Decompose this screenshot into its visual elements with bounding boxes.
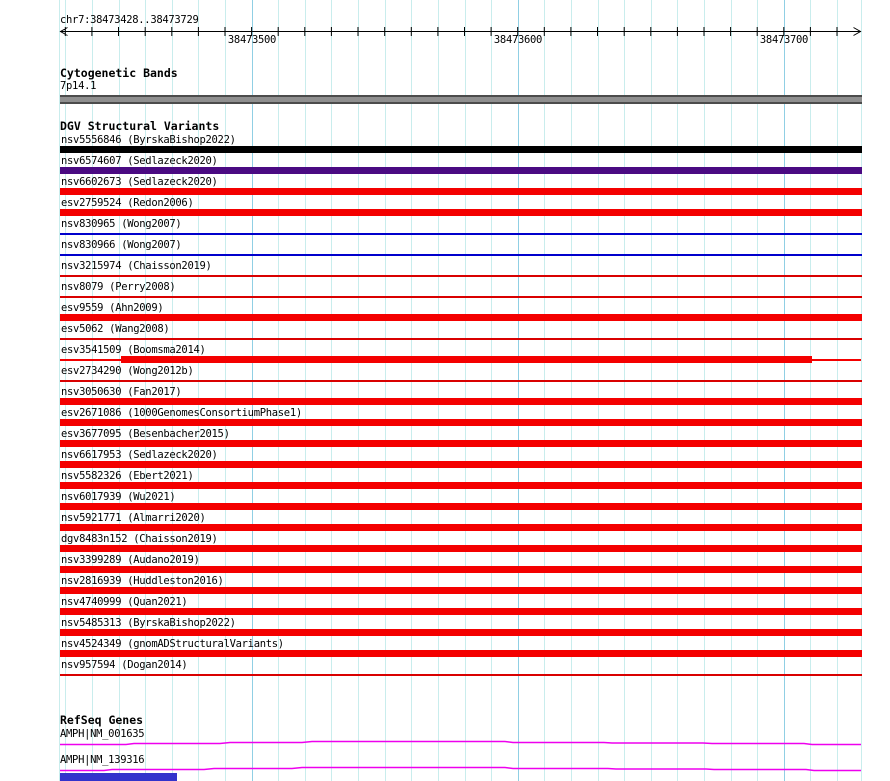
variant-bar[interactable] [60,503,862,510]
variant-row [0,386,890,407]
variant-bar[interactable] [121,356,812,363]
cytoband-label: 7p14.1 [60,80,97,92]
variant-row [0,428,890,449]
variant-row [0,659,890,680]
dgv-section-header: DGV Structural Variants [60,119,220,133]
variant-row [0,575,890,596]
variant-bar[interactable] [60,359,121,361]
gene-label: AMPH|NM_001635 [60,728,145,740]
variant-label: esv5062 (Wang2008) [61,323,170,335]
variant-row [0,323,890,344]
variant-row [0,491,890,512]
variant-label: nsv6617953 (Sedlazeck2020) [61,449,218,461]
variant-bar[interactable] [60,629,862,636]
variant-row [0,302,890,323]
variant-row [0,365,890,386]
variant-label: esv2734290 (Wong2012b) [61,365,194,377]
cytogenetic-bands-header: Cytogenetic Bands [60,66,178,80]
variant-label: nsv3050630 (Fan2017) [61,386,182,398]
variant-label: esv3541509 (Boomsma2014) [61,344,206,356]
variant-label: nsv8079 (Perry2008) [61,281,176,293]
variant-label: nsv5485313 (ByrskaBishop2022) [61,617,236,629]
variant-bar[interactable] [60,650,862,657]
variant-label: esv2759524 (Redon2006) [61,197,194,209]
variant-row [0,239,890,260]
variant-row [0,533,890,554]
variant-label: nsv5921771 (Almarri2020) [61,512,206,524]
variant-label: esv3677095 (Besenbacher2015) [61,428,230,440]
variant-bar[interactable] [60,524,862,531]
variant-label: nsv830966 (Wong2007) [61,239,182,251]
variant-row [0,155,890,176]
variant-row [0,344,890,365]
variant-bar[interactable] [60,566,862,573]
variant-row [0,134,890,155]
variant-row [0,512,890,533]
variant-label: esv9559 (Ahn2009) [61,302,164,314]
variant-bar[interactable] [60,674,862,676]
variant-row [0,449,890,470]
region-label: chr7:38473428..38473729 [60,14,199,26]
gene-feature-line[interactable] [60,768,861,771]
variant-label: nsv4524349 (gnomADStructuralVariants) [61,638,284,650]
ruler-tick-label: 38473700 [759,34,809,46]
variant-row [0,638,890,659]
variant-label: nsv5556846 (ByrskaBishop2022) [61,134,236,146]
variant-label: nsv6017939 (Wu2021) [61,491,176,503]
variant-bar[interactable] [60,419,862,426]
variant-label: nsv6602673 (Sedlazeck2020) [61,176,218,188]
variant-label: nsv5582326 (Ebert2021) [61,470,194,482]
variant-bar[interactable] [60,167,862,174]
variant-row [0,407,890,428]
variant-bar[interactable] [60,275,862,277]
gene-feature-line[interactable] [60,742,861,745]
cytoband-bar[interactable] [60,95,862,104]
variant-label: dgv8483n152 (Chaisson2019) [61,533,218,545]
variant-bar[interactable] [60,608,862,615]
variant-bar[interactable] [60,338,862,340]
variant-bar[interactable] [812,359,861,361]
variant-bar[interactable] [60,296,862,298]
variant-label: nsv957594 (Dogan2014) [61,659,188,671]
variant-bar[interactable] [60,545,862,552]
ruler-tick-label: 38473500 [227,34,277,46]
variant-label: nsv3215974 (Chaisson2019) [61,260,212,272]
variant-label: nsv4740999 (Quan2021) [61,596,188,608]
variant-row [0,470,890,491]
ruler-tick-label: 38473600 [493,34,543,46]
refseq-section-header: RefSeq Genes [60,713,144,727]
variant-bar[interactable] [60,482,862,489]
variant-row [0,554,890,575]
variant-bar[interactable] [60,380,862,382]
variant-bar[interactable] [60,233,862,235]
ruler-line[interactable] [60,27,861,36]
variant-label: esv2671086 (1000GenomesConsortiumPhase1) [61,407,302,419]
variant-label: nsv3399289 (Audano2019) [61,554,200,566]
variant-label: nsv830965 (Wong2007) [61,218,182,230]
variant-bar[interactable] [60,587,862,594]
variant-bar[interactable] [60,461,862,468]
clipped-feature-bar[interactable] [60,773,177,781]
variant-row [0,281,890,302]
variant-bar[interactable] [60,398,862,405]
variant-label: nsv6574607 (Sedlazeck2020) [61,155,218,167]
gene-label: AMPH|NM_139316 [60,754,145,766]
variant-label: nsv2816939 (Huddleston2016) [61,575,224,587]
variant-bar[interactable] [60,254,862,256]
variant-row [0,617,890,638]
variant-row [0,197,890,218]
variant-bar[interactable] [60,440,862,447]
variant-bar[interactable] [60,209,862,216]
variant-row [0,596,890,617]
variant-row [0,260,890,281]
variant-row [0,218,890,239]
variant-bar[interactable] [60,146,862,153]
variant-row [0,176,890,197]
variant-bar[interactable] [60,314,862,321]
variant-bar[interactable] [60,188,862,195]
